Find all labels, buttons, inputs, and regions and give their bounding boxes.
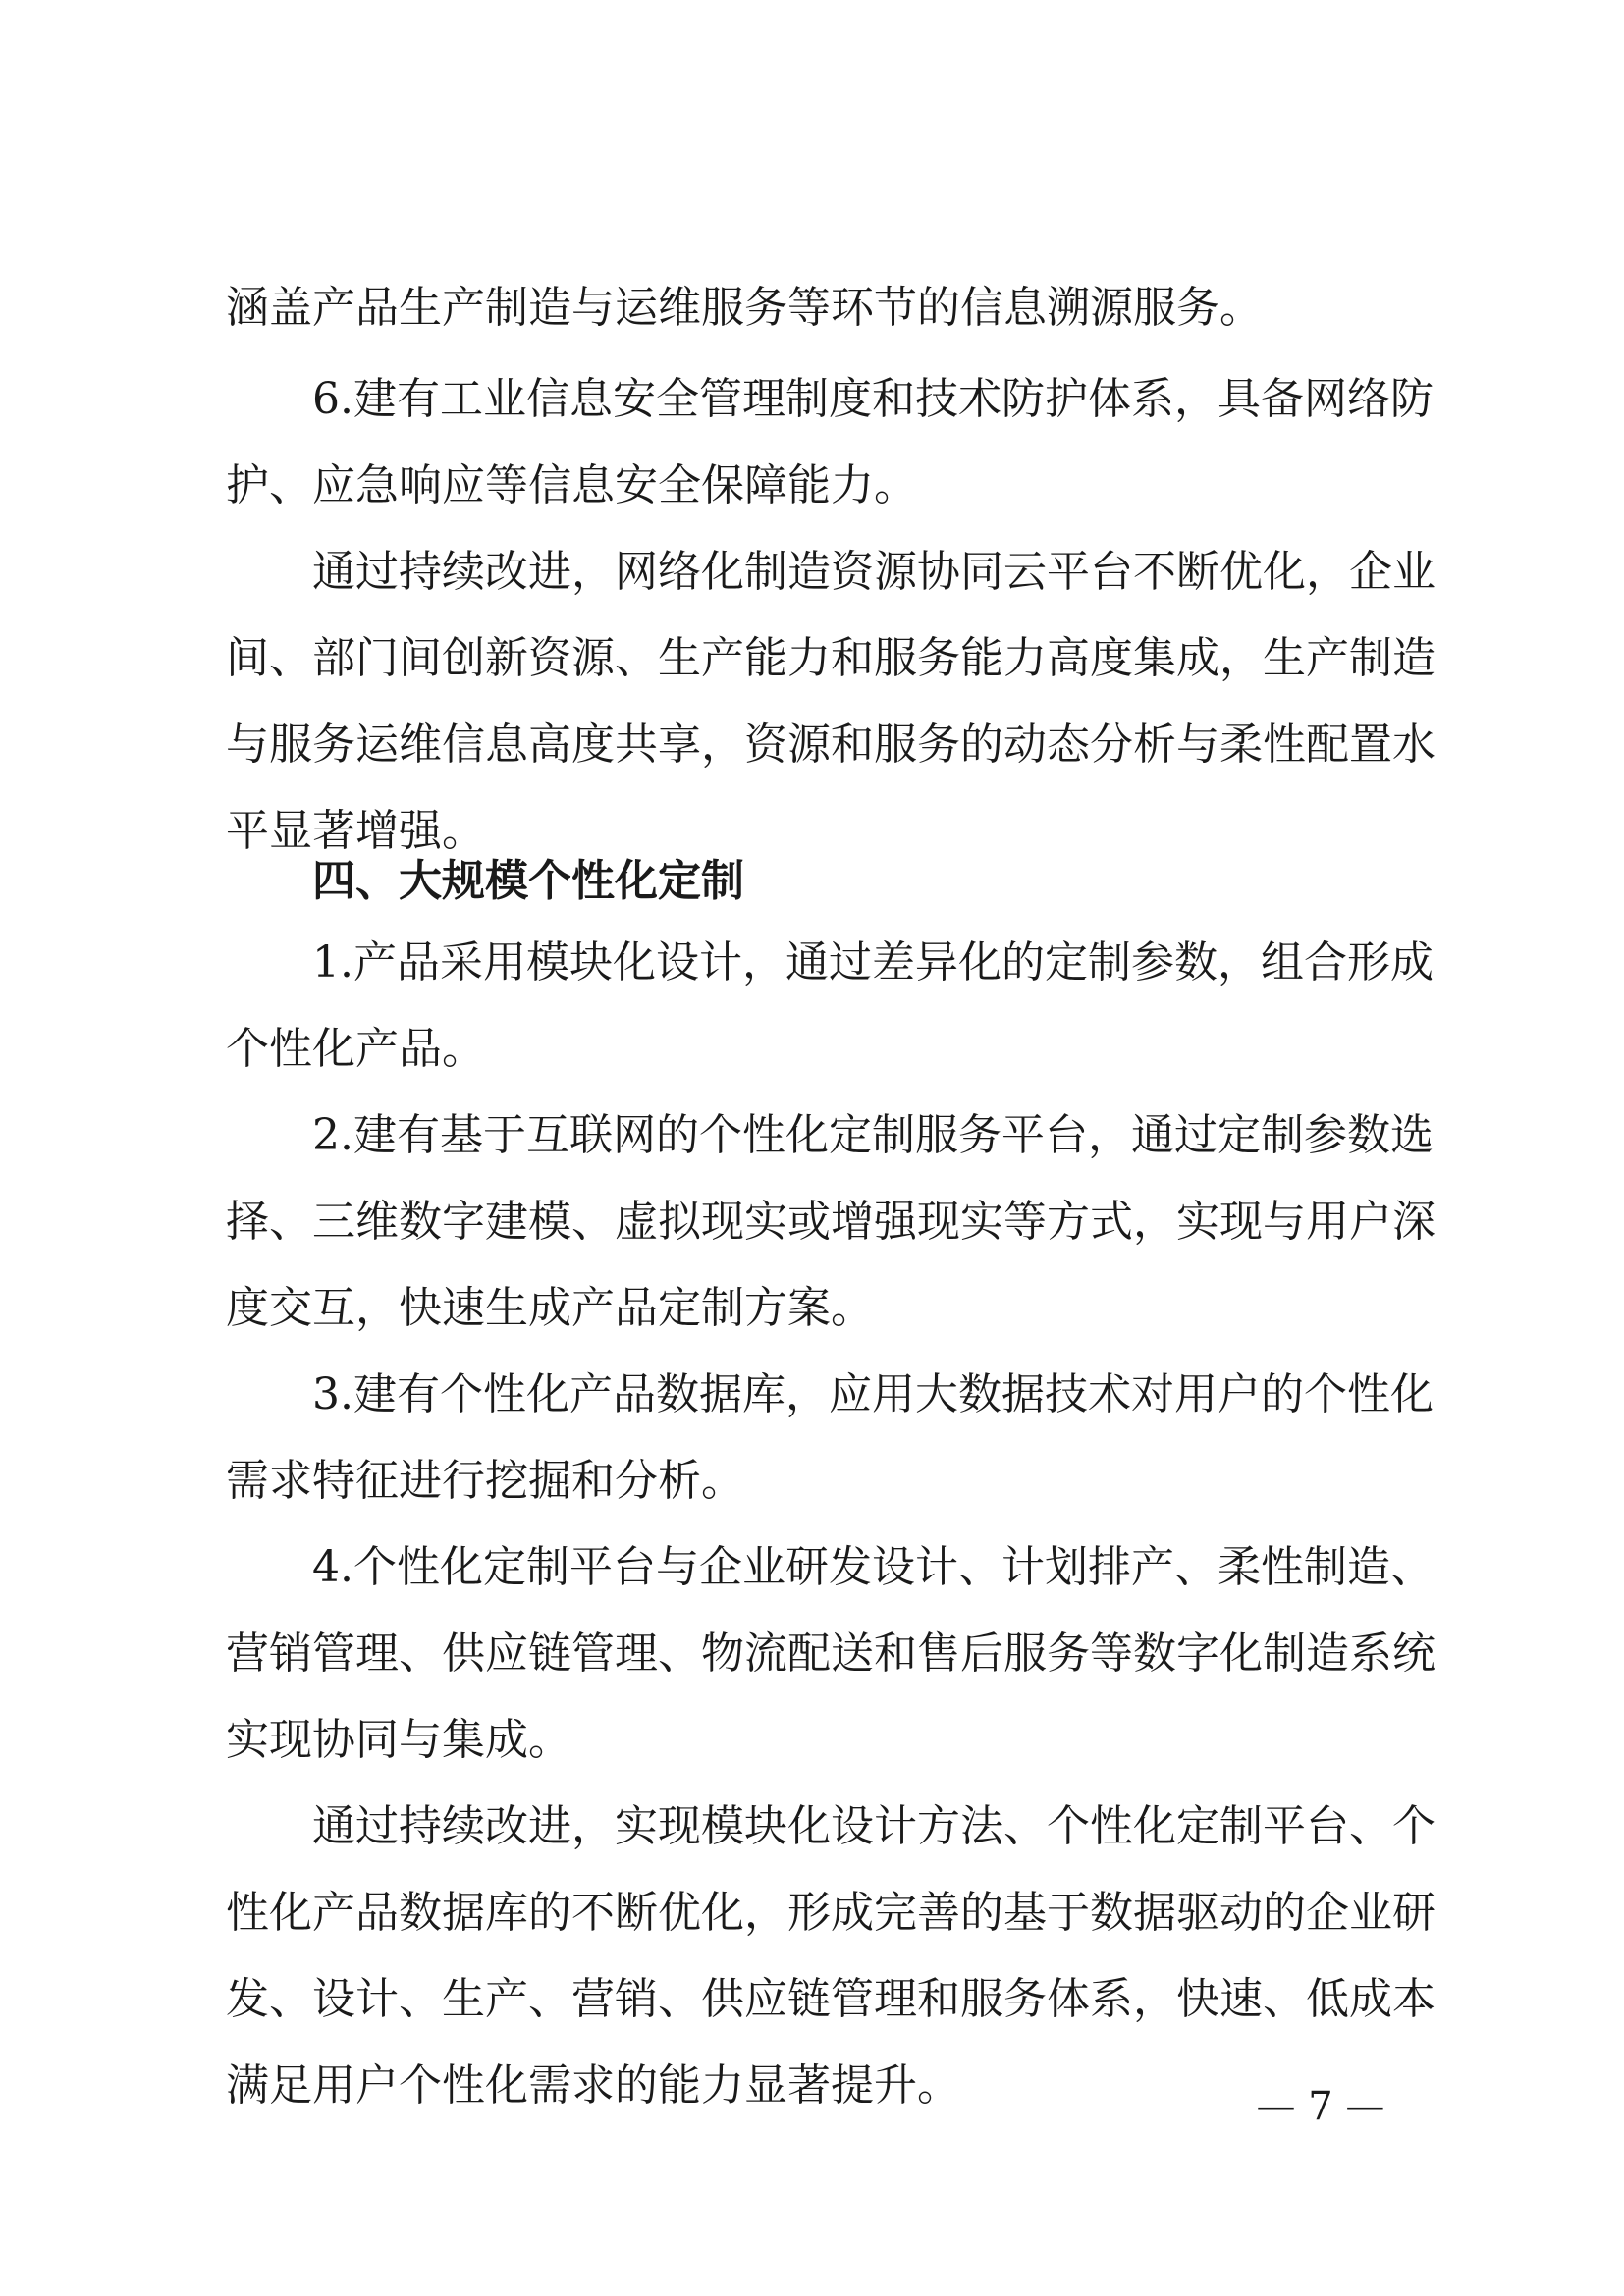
paragraph-line-18: 实现协同与集成。: [226, 1715, 571, 1765]
section-heading: 四、大规模个性化定制: [312, 856, 744, 906]
paragraph-line-1: 涵盖产品生产制造与运维服务等环节的信息溯源服务。: [226, 283, 1263, 333]
paragraph-line-15: 需求特征进行挖掘和分析。: [226, 1456, 744, 1506]
paragraph-line-21: 发、设计、生产、营销、供应链管理和服务体系，快速、低成本: [226, 1974, 1435, 2024]
paragraph-line-12: 择、三维数字建模、虚拟现实或增强现实等方式，实现与用户深: [226, 1197, 1435, 1247]
paragraph-line-10: 个性化产品。: [226, 1024, 485, 1074]
paragraph-line-13: 度交互，快速生成产品定制方案。: [226, 1283, 874, 1333]
paragraph-line-16: 4.个性化定制平台与企业研发设计、计划排产、柔性制造、: [312, 1542, 1434, 1592]
paragraph-line-6: 与服务运维信息高度共享，资源和服务的动态分析与柔性配置水: [226, 720, 1435, 770]
paragraph-line-4: 通过持续改进，网络化制造资源协同云平台不断优化，企业: [312, 547, 1435, 597]
paragraph-line-20: 性化产品数据库的不断优化，形成完善的基于数据驱动的企业研: [226, 1888, 1435, 1938]
paragraph-line-7: 平显著增强。: [226, 806, 485, 856]
paragraph-line-14: 3.建有个性化产品数据库，应用大数据技术对用户的个性化: [312, 1369, 1434, 1419]
page-number: — 7 —: [1256, 2084, 1385, 2129]
paragraph-line-5: 间、部门间创新资源、生产能力和服务能力高度集成，生产制造: [226, 633, 1435, 683]
paragraph-line-19: 通过持续改进，实现模块化设计方法、个性化定制平台、个: [312, 1801, 1435, 1851]
paragraph-line-22: 满足用户个性化需求的能力显著提升。: [226, 2060, 960, 2110]
paragraph-line-9: 1.产品采用模块化设计，通过差异化的定制参数，组合形成: [312, 937, 1434, 988]
paragraph-line-2: 6.建有工业信息安全管理制度和技术防护体系，具备网络防: [312, 374, 1434, 424]
paragraph-line-3: 护、应急响应等信息安全保障能力。: [226, 460, 917, 510]
paragraph-line-11: 2.建有基于互联网的个性化定制服务平台，通过定制参数选: [312, 1110, 1434, 1160]
paragraph-line-17: 营销管理、供应链管理、物流配送和售后服务等数字化制造系统: [226, 1629, 1435, 1679]
